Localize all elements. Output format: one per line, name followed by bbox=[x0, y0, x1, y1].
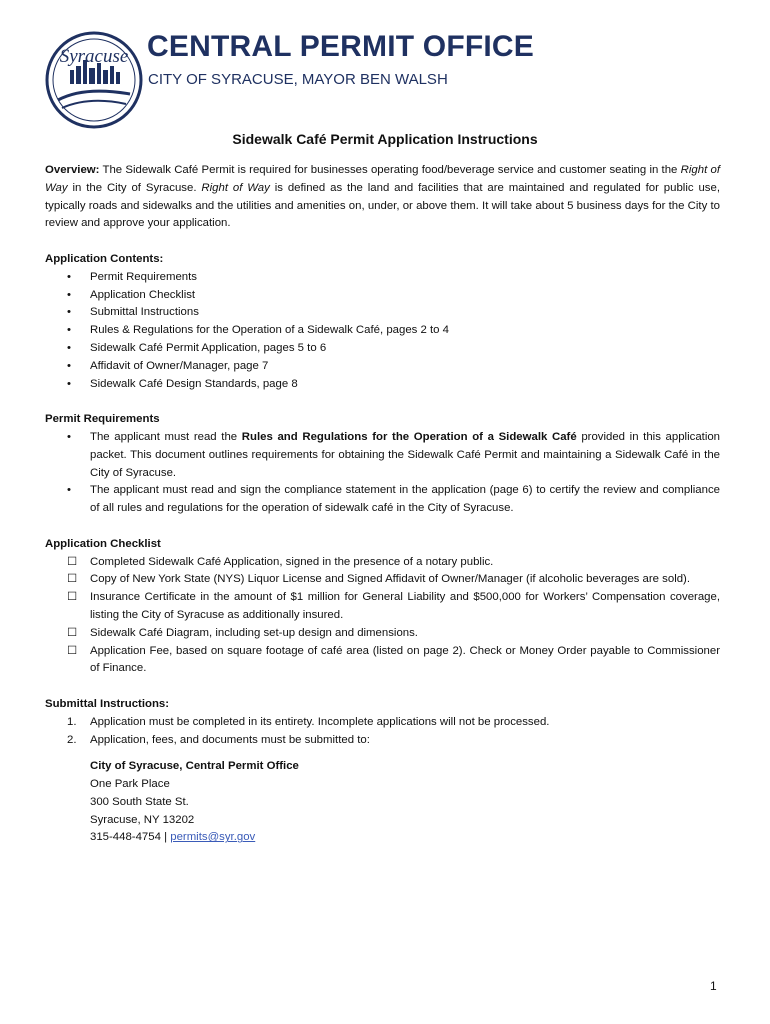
list-item: • The applicant must read and sign the compliance statement in the application (page 6) to certify the review and compliance of all rules and regulations for the operation of sidewalk café in the City of Syracuse. bbox=[45, 482, 720, 518]
submittal-list bbox=[45, 714, 720, 750]
list-item: 2. Application, fees, and documents must be submitted to: bbox=[67, 733, 370, 746]
checkbox-icon: ☐ bbox=[67, 644, 78, 657]
address-org: City of Syracuse, Central Permit Office bbox=[90, 760, 299, 773]
document-title: Sidewalk Café Permit Application Instructions bbox=[232, 131, 538, 147]
checklist-item: ☐ Application Fee, based on square footage of café area (listed on page 2). Check or Money Order payable to Commissioner of Finance. bbox=[67, 644, 720, 675]
address-line: 300 South State St. bbox=[90, 795, 189, 808]
contents-list bbox=[45, 269, 720, 394]
checkbox-icon: ☐ bbox=[67, 591, 78, 604]
overview-paragraph: Overview: The Sidewalk Café Permit is required for businesses operating food/beverage service and customer seating in the Right of Way in the City of Syracuse. Right of Way is defined as the land and facilities that are maintained and regulated for public use, typically roads and sidewalks and the utilities and amenities on, under, or above them. It will take about 5 business days for the City to review and approve your application. bbox=[45, 164, 720, 230]
checklist-item: ☐ Sidewalk Café Diagram, including set-up design and dimensions. bbox=[45, 625, 720, 643]
list-item: • Submittal Instructions bbox=[45, 304, 720, 322]
checklist-item: ☐ Insurance Certificate in the amount of $1 million for General Liability and $500,000 for Workers’ Compensation coverage, listing the City of Syracuse as additionally insured. bbox=[67, 591, 720, 621]
checkbox-icon: ☐ bbox=[67, 626, 78, 639]
list-item: 1. Application must be completed in its entirety. Incomplete applications will not be processed. bbox=[67, 715, 550, 728]
checkbox-icon: ☐ bbox=[67, 573, 78, 586]
list-item: • Permit Requirements bbox=[45, 269, 720, 287]
document-body bbox=[45, 162, 720, 847]
checklist-item: ☐ Completed Sidewalk Café Application, signed in the presence of a notary public. bbox=[45, 554, 720, 572]
list-item: • Rules & Regulations for the Operation of a Sidewalk Café, pages 2 to 4 bbox=[45, 322, 720, 340]
contact-line: 315-448-4754 | permits@syr.gov bbox=[90, 831, 256, 844]
checklist-heading: Application Checklist bbox=[45, 537, 161, 550]
list-item: • Application Checklist bbox=[45, 287, 720, 305]
page-number: 1 bbox=[710, 979, 717, 993]
overview-label: Overview: bbox=[45, 164, 100, 176]
requirements-list bbox=[45, 429, 720, 518]
syracuse-logo bbox=[44, 30, 144, 130]
office-subtitle: CITY OF SYRACUSE, MAYOR BEN WALSH bbox=[148, 71, 448, 88]
list-item: • The applicant must read the Rules and Regulations for the Operation of a Sidewalk Café provided in this application packet. This document outlines requirements for obtaining the Sidewalk Café Permit and maintaining a Sidewalk Café in the City of Syracuse. bbox=[45, 429, 720, 482]
requirements-heading: Permit Requirements bbox=[45, 413, 160, 426]
list-item: • Affidavit of Owner/Manager, page 7 bbox=[45, 358, 720, 376]
mailing-address bbox=[45, 758, 720, 847]
contents-heading: Application Contents: bbox=[45, 252, 164, 265]
email-link[interactable]: permits@syr.gov bbox=[170, 831, 256, 844]
phone-number: 315-448-4754 bbox=[90, 831, 161, 844]
list-item: • Sidewalk Café Permit Application, pages 5 to 6 bbox=[45, 340, 720, 358]
checklist-list bbox=[45, 554, 720, 679]
office-title: CENTRAL PERMIT OFFICE bbox=[147, 30, 534, 63]
list-item: • Sidewalk Café Design Standards, page 8 bbox=[45, 376, 720, 394]
address-line: Syracuse, NY 13202 bbox=[90, 813, 195, 826]
address-line: One Park Place bbox=[90, 778, 170, 791]
svg-text:Syracuse: Syracuse bbox=[59, 46, 129, 67]
checkbox-icon: ☐ bbox=[67, 555, 78, 568]
submittal-heading: Submittal Instructions: bbox=[45, 697, 170, 710]
checklist-item: ☐ Copy of New York State (NYS) Liquor License and Signed Affidavit of Owner/Manager (if alcoholic beverages are sold). bbox=[45, 571, 720, 589]
